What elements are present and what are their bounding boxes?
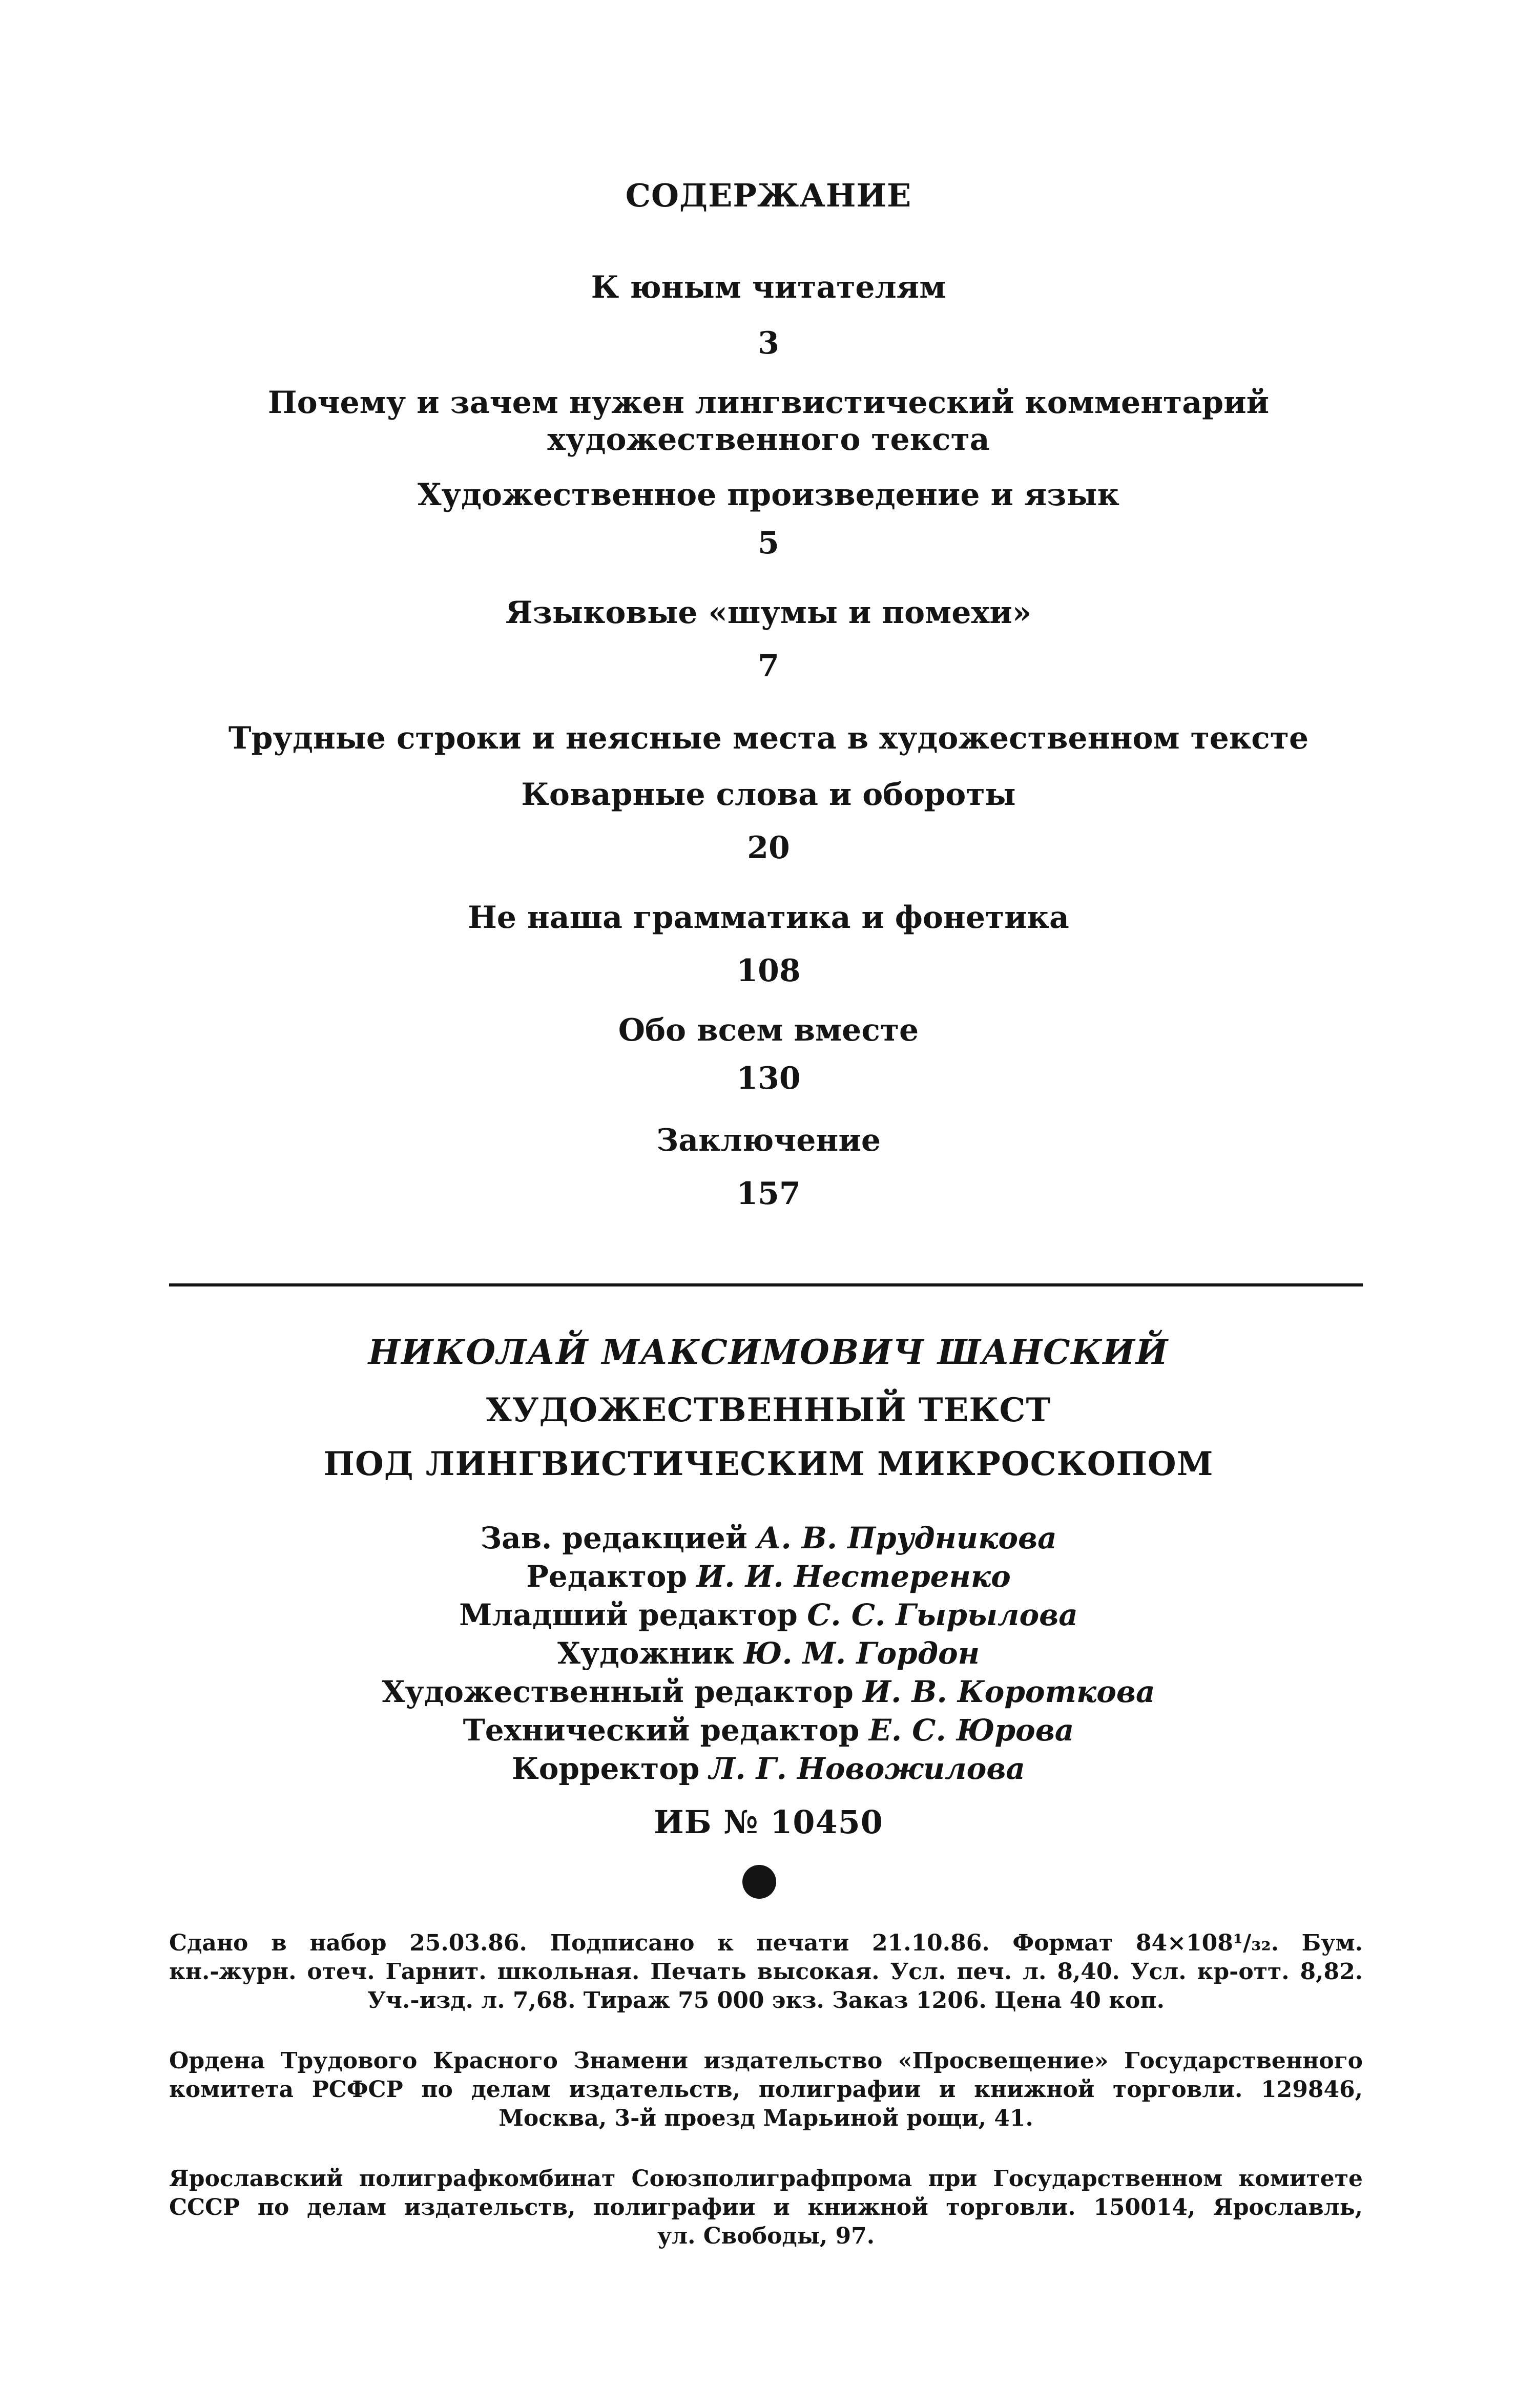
credit-person: Л. Г. Новожилова (709, 1751, 1026, 1786)
imprint-publisher (169, 2047, 1363, 2133)
imprint-line: кн.-журн. отеч. Гарнит. школьная. Печать высокая. Усл. печ. л. 8,40. Усл. кр-отт. 8,82. (169, 1959, 1363, 1985)
toc-entry-page: 7 (758, 648, 779, 684)
separator-rule (169, 1283, 1363, 1286)
credit-person: С. С. Гырылова (807, 1597, 1078, 1632)
toc-entry-title: Трудные строки и неясные места в художественном тексте (228, 720, 1309, 756)
credit-line (0, 1558, 1537, 1596)
toc-entry-title: Почему и зачем нужен лингвистический комментарий (267, 385, 1270, 421)
toc-entry-page: 157 (736, 1176, 801, 1212)
imprint-line: СССР по делам издательств, полиграфии и книжной торговли. 150014, Ярославль, (169, 2194, 1363, 2220)
credit-person: Ю. М. Гордон (743, 1636, 980, 1671)
author-name: НИКОЛАЙ МАКСИМОВИЧ ШАНСКИЙ (368, 1332, 1169, 1372)
credit-line (0, 1519, 1537, 1558)
credit-role: Технический редактор (463, 1713, 860, 1748)
credit-line (0, 1673, 1537, 1711)
credit-role: Корректор (511, 1751, 700, 1786)
toc-entry-page: 5 (758, 525, 779, 561)
imprint-printer (169, 2165, 1363, 2251)
imprint-line: Сдано в набор 25.03.86. Подписано к печати 21.10.86. Формат 84×108¹/₃₂. Бум. (169, 1930, 1363, 1956)
toc-entry-title: Не наша грамматика и фонетика (468, 900, 1069, 936)
toc-entry-title: Обо всем вместе (618, 1012, 919, 1048)
credit-role: Редактор (526, 1559, 688, 1594)
toc-entry-page: 130 (736, 1061, 801, 1096)
credit-role: Младший редактор (459, 1597, 798, 1632)
book-title-line: ПОД ЛИНГВИСТИЧЕСКИМ МИКРОСКОПОМ (323, 1445, 1214, 1483)
imprint-line: ул. Свободы, 97. (657, 2223, 875, 2249)
toc-entry-title: художественного текста (547, 422, 990, 458)
toc-entry-page: 108 (736, 953, 801, 989)
toc-entry-title: Художественное произведение и язык (418, 477, 1119, 513)
contents-heading: СОДЕРЖАНИЕ (625, 177, 912, 214)
credit-line (0, 1634, 1537, 1673)
imprint-production (169, 1929, 1363, 2015)
credit-person: И. И. Нестеренко (696, 1559, 1011, 1594)
credit-role: Зав. редакцией (480, 1521, 747, 1555)
imprint-line: комитета РСФСР по делам издательств, полиграфии и книжной торговли. 129846, (169, 2077, 1363, 2103)
credit-person: А. В. Прудникова (757, 1521, 1057, 1555)
imprint-line: Москва, 3-й проезд Марьиной рощи, 41. (499, 2105, 1033, 2131)
toc-entry-title: Языковые «шумы и помехи» (505, 595, 1032, 631)
book-title-line: ХУДОЖЕСТВЕННЫЙ ТЕКСТ (486, 1391, 1051, 1429)
bullet-dot (742, 1865, 776, 1899)
imprint-line: Уч.-изд. л. 7,68. Тираж 75 000 экз. Заказ 1206. Цена 40 коп. (367, 1987, 1165, 2013)
imprint-line: Ярославский полиграфкомбинат Союзполиграфпрома при Государственном комитете (169, 2166, 1363, 2192)
toc-entry-title: Заключение (656, 1123, 881, 1158)
credit-line (0, 1711, 1537, 1750)
toc-entry-title: Коварные слова и обороты (521, 777, 1016, 813)
imprint-line: Ордена Трудового Красного Знамени издательство «Просвещение» Государственного (169, 2048, 1363, 2074)
ib-number: ИБ № 10450 (654, 1803, 883, 1841)
credit-person: Е. С. Юрова (868, 1713, 1074, 1748)
toc-entry-title: К юным читателям (591, 269, 946, 305)
toc-entry-page: 20 (747, 830, 790, 866)
credit-role: Художественный редактор (382, 1674, 854, 1709)
credit-line (0, 1596, 1537, 1634)
toc-entry-page: 3 (758, 325, 779, 361)
credit-role: Художник (557, 1636, 735, 1671)
credit-person: И. В. Короткова (863, 1674, 1155, 1709)
credit-line (0, 1750, 1537, 1788)
